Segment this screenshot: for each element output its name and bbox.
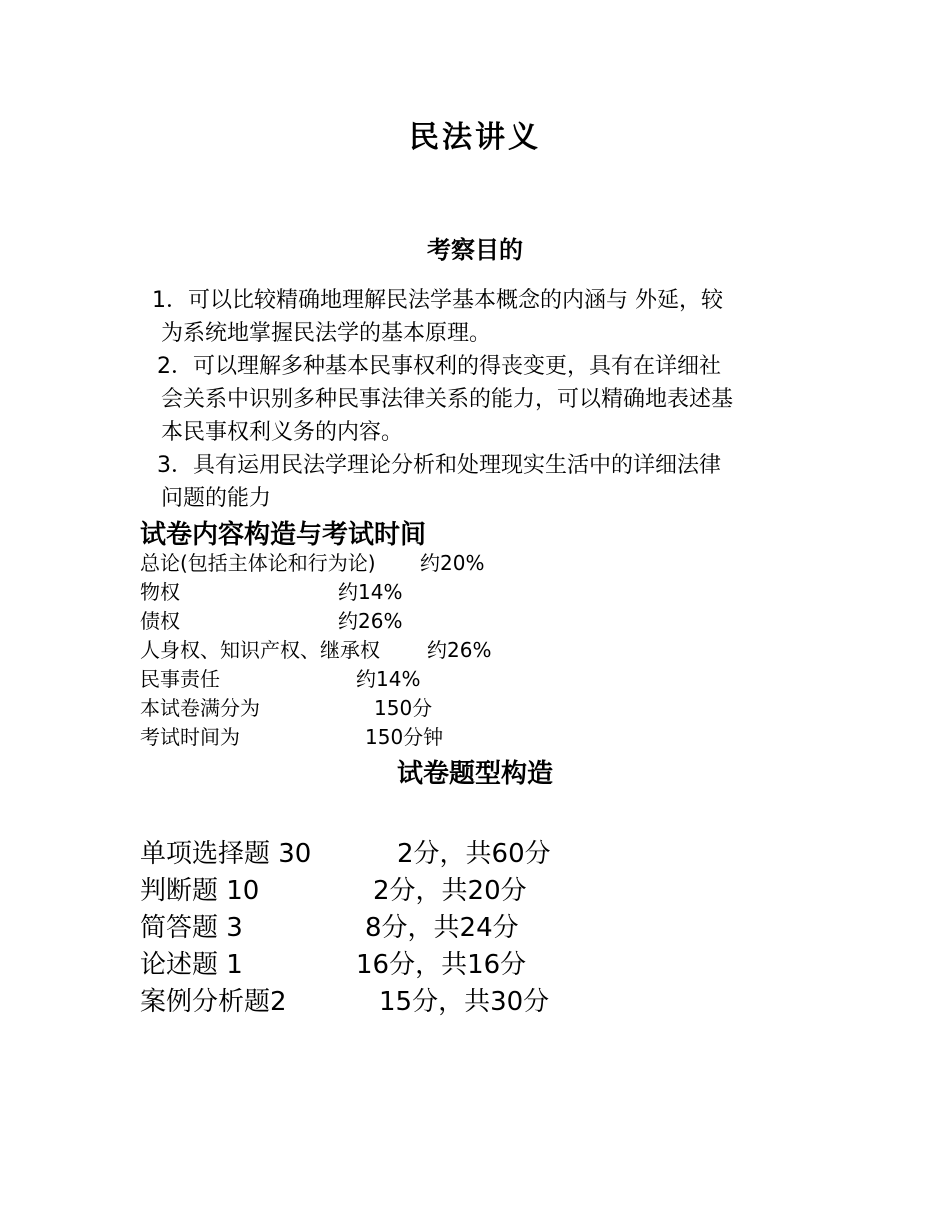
content-row-value: 150分钟 <box>365 725 444 749</box>
question-type-score: 15分，共30分 <box>379 987 550 1017</box>
objective-line: 问题的能力 <box>161 486 272 511</box>
content-row-label: 考试时间为 <box>140 725 240 749</box>
content-row-value: 约26% <box>338 609 403 633</box>
objective-line: 为系统地掌握民法学的基本原理。 <box>161 321 492 346</box>
content-row-label: 债权 <box>140 609 180 633</box>
question-types-heading: 试卷题型构造 <box>396 759 553 789</box>
document-title: 民法讲义 <box>409 120 541 155</box>
question-type-score: 8分，共24分 <box>365 913 519 943</box>
content-row-value: 150分 <box>374 696 433 720</box>
question-type-score: 16分，共16分 <box>356 950 527 980</box>
content-row-label: 物权 <box>140 580 180 604</box>
question-type-label: 论述题 1 <box>140 950 243 980</box>
content-row-value: 约20% <box>420 551 485 575</box>
content-row-label: 民事责任 <box>140 667 220 691</box>
objective-line: 3．具有运用民法学理论分析和处理现实生活中的详细法律 <box>157 453 721 478</box>
content-structure-heading: 试卷内容构造与考试时间 <box>140 520 427 550</box>
content-row-value: 约14% <box>356 667 421 691</box>
objectives-heading: 考察目的 <box>427 236 523 264</box>
question-type-label: 判断题 10 <box>140 876 260 906</box>
question-type-label: 案例分析题2 <box>140 987 287 1017</box>
content-row-label: 本试卷满分为 <box>140 696 260 720</box>
objective-line: 会关系中识别多种民事法律关系的能力，可以精确地表述基 <box>161 387 734 412</box>
question-type-score: 2分，共20分 <box>373 876 527 906</box>
content-row-value: 约26% <box>427 638 492 662</box>
question-type-label: 简答题 3 <box>140 913 243 943</box>
objective-line: 本民事权利义务的内容。 <box>161 420 404 445</box>
content-row-label: 人身权、知识产权、继承权 <box>140 638 380 662</box>
content-row-value: 约14% <box>338 580 403 604</box>
content-row-label: 总论(包括主体论和行为论) <box>140 551 376 575</box>
objective-line: 2．可以理解多种基本民事权利的得丧变更，具有在详细社 <box>157 354 721 379</box>
question-type-label: 单项选择题 30 <box>140 839 312 869</box>
objective-line: 1．可以比较精确地理解民法学基本概念的内涵与 外延，较 <box>152 288 723 313</box>
question-type-score: 2分，共60分 <box>397 839 551 869</box>
